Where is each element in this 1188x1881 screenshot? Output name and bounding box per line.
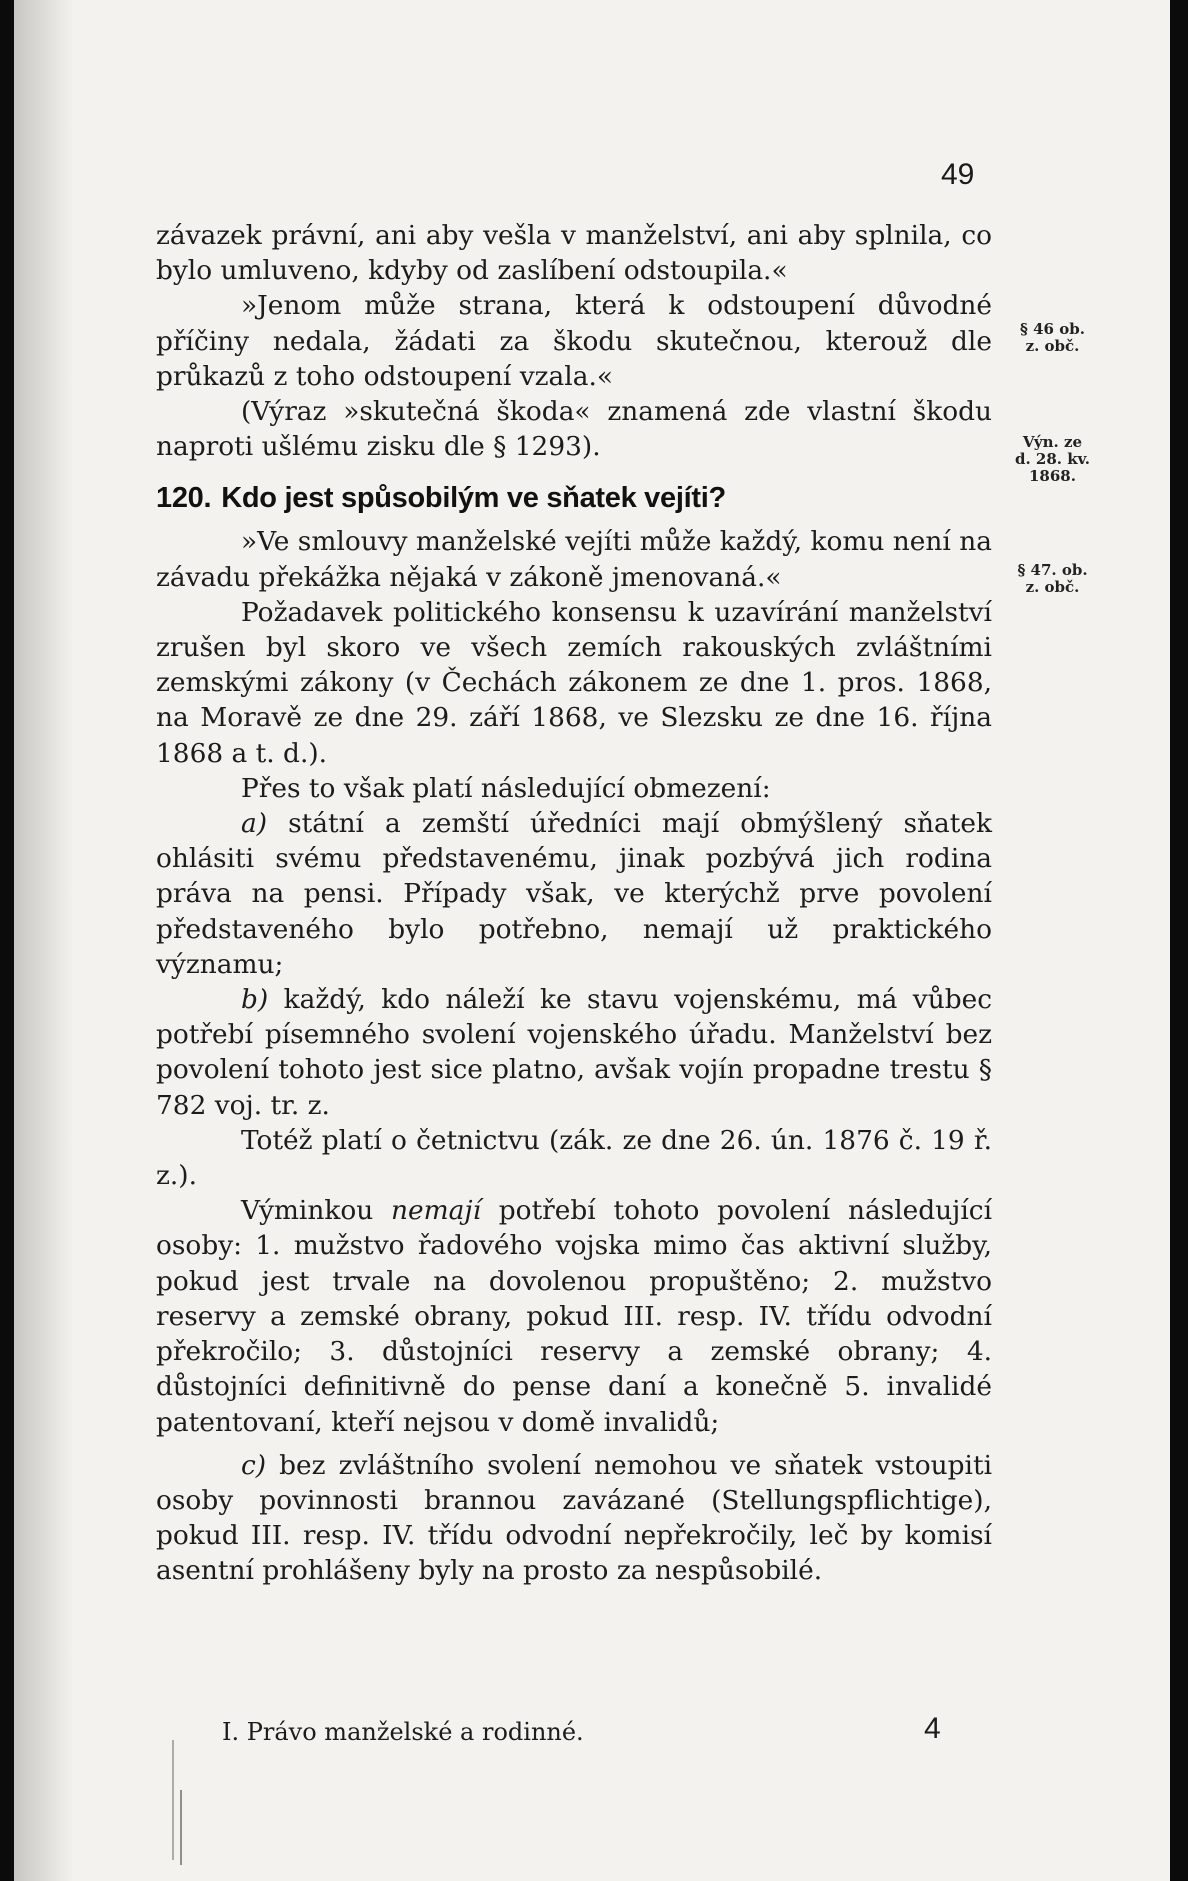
margin-note-decree-line3: 1868. — [1029, 467, 1076, 485]
book-page — [14, 0, 1170, 1881]
paragraph-exceptions — [156, 1193, 992, 1439]
margin-note-47-line2: z. obč. — [1025, 578, 1080, 596]
paragraph-item-a — [156, 806, 992, 982]
section-heading — [156, 478, 992, 518]
paragraph-item-b — [156, 982, 992, 1123]
item-a-text: státní a zemští úředníci mají obmýšlený sňatek ohlásiti svému představenému, jinak pozbývá jich rodina práva na pensi. Případy však, ve kterýchž prve povolení představeného bylo potřebno, nemají už praktického významu; — [156, 808, 992, 980]
gutter-shadow — [14, 0, 74, 1881]
margin-note-decree-line1: Výn. ze — [1022, 433, 1083, 451]
section-title: Kdo jest spůsobilým ve sňatek vejíti? — [221, 482, 726, 515]
section-number: 120. — [156, 482, 212, 515]
main-text — [156, 218, 992, 1589]
page-number: 49 — [941, 158, 975, 191]
margin-note-47 — [1005, 562, 1100, 596]
paragraph-consensus: Požadavek politického konsensu k uzavírání manželství zrušen byl skoro ve všech zemích rakouských zvláštními zemskými zákony (v Čechách zákonem ze dne 1. pros. 1868, na Moravě ze dne 29. září 1868, ve Slezsku ze dne 16. října 1868 a t. d.). — [156, 596, 992, 769]
item-letter-b: b) — [241, 984, 269, 1016]
footer-signature-number: 4 — [924, 1712, 941, 1745]
exceptions-text: potřebí tohoto povolení následující osoby: 1. mužstvo řadového vojska mimo čas aktivní služby, pokud jest trvale na dovolenou propuštěno; 2. mužstvo reservy a zemské obrany, pokud III. resp. IV. třídu odvodní překročilo; 3. důstojníci reservy a zemské obrany; 4. důstojníci definitivně do pense daní a konečně 5. invalidé patentovaní, kteří nejsou v domě invalidů; — [156, 1195, 993, 1438]
exceptions-start: Výminkou — [241, 1195, 374, 1227]
paragraph-restrictions-intro: Přes to však platí následující obmezení: — [241, 772, 771, 804]
exceptions-italic: nemají — [391, 1195, 482, 1227]
paragraph-quote-damages: »Jenom může strana, která k odstoupení důvodné příčiny nedala, žádati za škodu skutečnou, kterouž dle průkazů z toho odstoupení vzala.« — [156, 290, 992, 392]
item-c-text: bez zvláštního svolení nemohou ve sňatek vstoupiti osoby povinnosti brannou zavázané (Stellungspflichtige), pokud III. resp. IV. třídu odvodní nepřekročily, leč by komisí asentní prohlášeny byly na prosto za nespůsobilé. — [156, 1449, 993, 1587]
item-letter-a: a) — [241, 808, 268, 840]
scan-artifact-line — [172, 1740, 174, 1860]
margin-note-46-line2: z. obč. — [1025, 337, 1080, 355]
margin-note-46 — [1005, 321, 1100, 355]
scan-artifact-line — [180, 1790, 182, 1865]
item-letter-c: c) — [241, 1449, 267, 1481]
paragraph-quote-marriage: »Ve smlouvy manželské vejíti může každý, komu není na závadu překážka nějaká v zákoně jmenovaná.« — [156, 526, 992, 593]
paragraph-continuation: závazek právní, ani aby vešla v manželství, ani aby splnila, co bylo umluveno, kdyby od zaslíbení odstoupila.« — [156, 220, 992, 287]
item-b-text: každý, kdo náleží ke stavu vojenskému, má vůbec potřebí písemného svolení vojenského úřadu. Manželství bez povolení tohoto jest sice platno, avšak vojín propadne trestu § 782 voj. tr. z. — [156, 984, 992, 1121]
paragraph-note-damage-term: (Výraz »skutečná škoda« znamená zde vlastní škodu naproti ušlému zisku dle § 1293). — [156, 396, 992, 463]
margin-note-decree-line2: d. 28. kv. — [1014, 450, 1091, 468]
footer-section-title: I. Právo manželské a rodinné. — [222, 1718, 584, 1746]
paragraph-item-c — [156, 1448, 992, 1589]
margin-note-decree — [1005, 434, 1100, 485]
paragraph-gendarmerie: Totéž platí o četnictvu (zák. ze dne 26. ún. 1876 č. 19 ř. z.). — [156, 1124, 992, 1192]
margin-note-46-line1: § 46 ob. — [1020, 320, 1085, 338]
margin-note-47-line1: § 47. ob. — [1017, 561, 1088, 579]
